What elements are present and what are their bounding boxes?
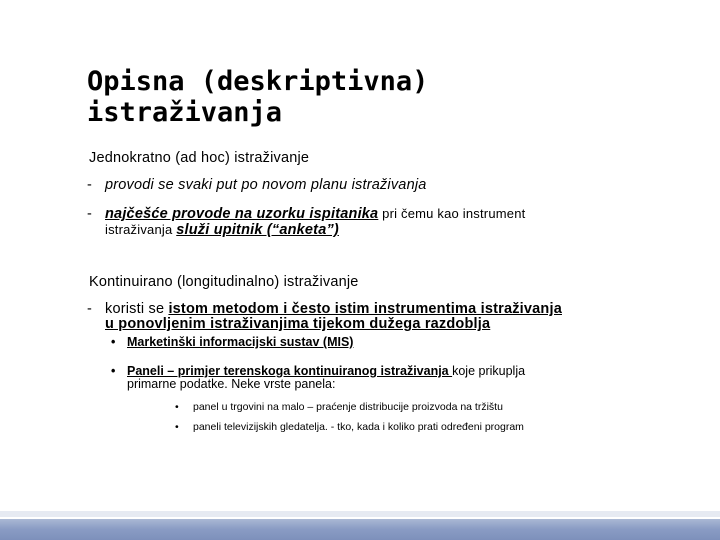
section1-item-2-emphasis: najčešće provode na uzorku ispitanika [105, 206, 379, 222]
section1-item-1-text: provodi se svaki put po novom planu istraživanja [105, 177, 427, 193]
dash-marker: - [87, 301, 93, 317]
section2-bullet-2-emphasis: Paneli – primjer terenskoga kontinuiranog istraživanja [127, 364, 453, 378]
section2-bullet-1-text: Marketinški informacijski sustav (MIS) [127, 335, 354, 349]
section1-item-2-text-cont: istraživanja [105, 222, 177, 237]
footer-bar [0, 511, 720, 540]
section2-heading: Kontinuirano (longitudinalno) istraživanje [89, 274, 359, 290]
section2-bullet-2 [111, 365, 525, 391]
bullet-marker: • [175, 401, 179, 413]
dash-marker: - [87, 206, 93, 222]
bullet-marker: • [175, 421, 179, 433]
slide-title-line-1: Opisna (deskriptivna) [87, 66, 429, 97]
slide-title-line-2: istraživanja [87, 97, 283, 128]
section1-heading: Jednokratno (ad hoc) istraživanje [89, 150, 310, 166]
section2-sub-bullet-1 [175, 401, 503, 413]
section1-item-2-emphasis-2: služi upitnik (“anketa”) [176, 222, 339, 238]
section2-bullet-2-text: koje prikuplja [452, 364, 526, 378]
section2-bullet-1 [111, 336, 353, 349]
section2-item-1 [87, 302, 562, 332]
bullet-marker: • [111, 335, 116, 349]
section1-item-1 [87, 178, 427, 193]
section2-sub-bullet-1-text: panel u trgovini na malo – praćenje distribucije proizvoda na tržištu [193, 401, 503, 413]
section1-item-2 [87, 206, 525, 238]
slide-title [87, 66, 428, 128]
section2-item-1-emphasis-cont: u ponovljenim istraživanjima tijekom dužega razdoblja [105, 316, 491, 332]
section2-item-1-emphasis: istom metodom i često istim instrumentima istraživanja [168, 301, 562, 317]
bullet-marker: • [111, 364, 116, 378]
section2-sub-bullet-2-text: paneli televizijskih gledatelja. - tko, kada i koliko prati određeni program [193, 421, 524, 433]
section2-sub-bullet-2 [175, 421, 524, 433]
section2-bullet-2-text-cont: primarne podatke. Neke vrste panela: [127, 377, 336, 391]
section1-item-2-text: pri čemu kao instrument [378, 206, 526, 221]
dash-marker: - [87, 177, 93, 193]
section2-item-1-text: koristi se [105, 301, 169, 317]
